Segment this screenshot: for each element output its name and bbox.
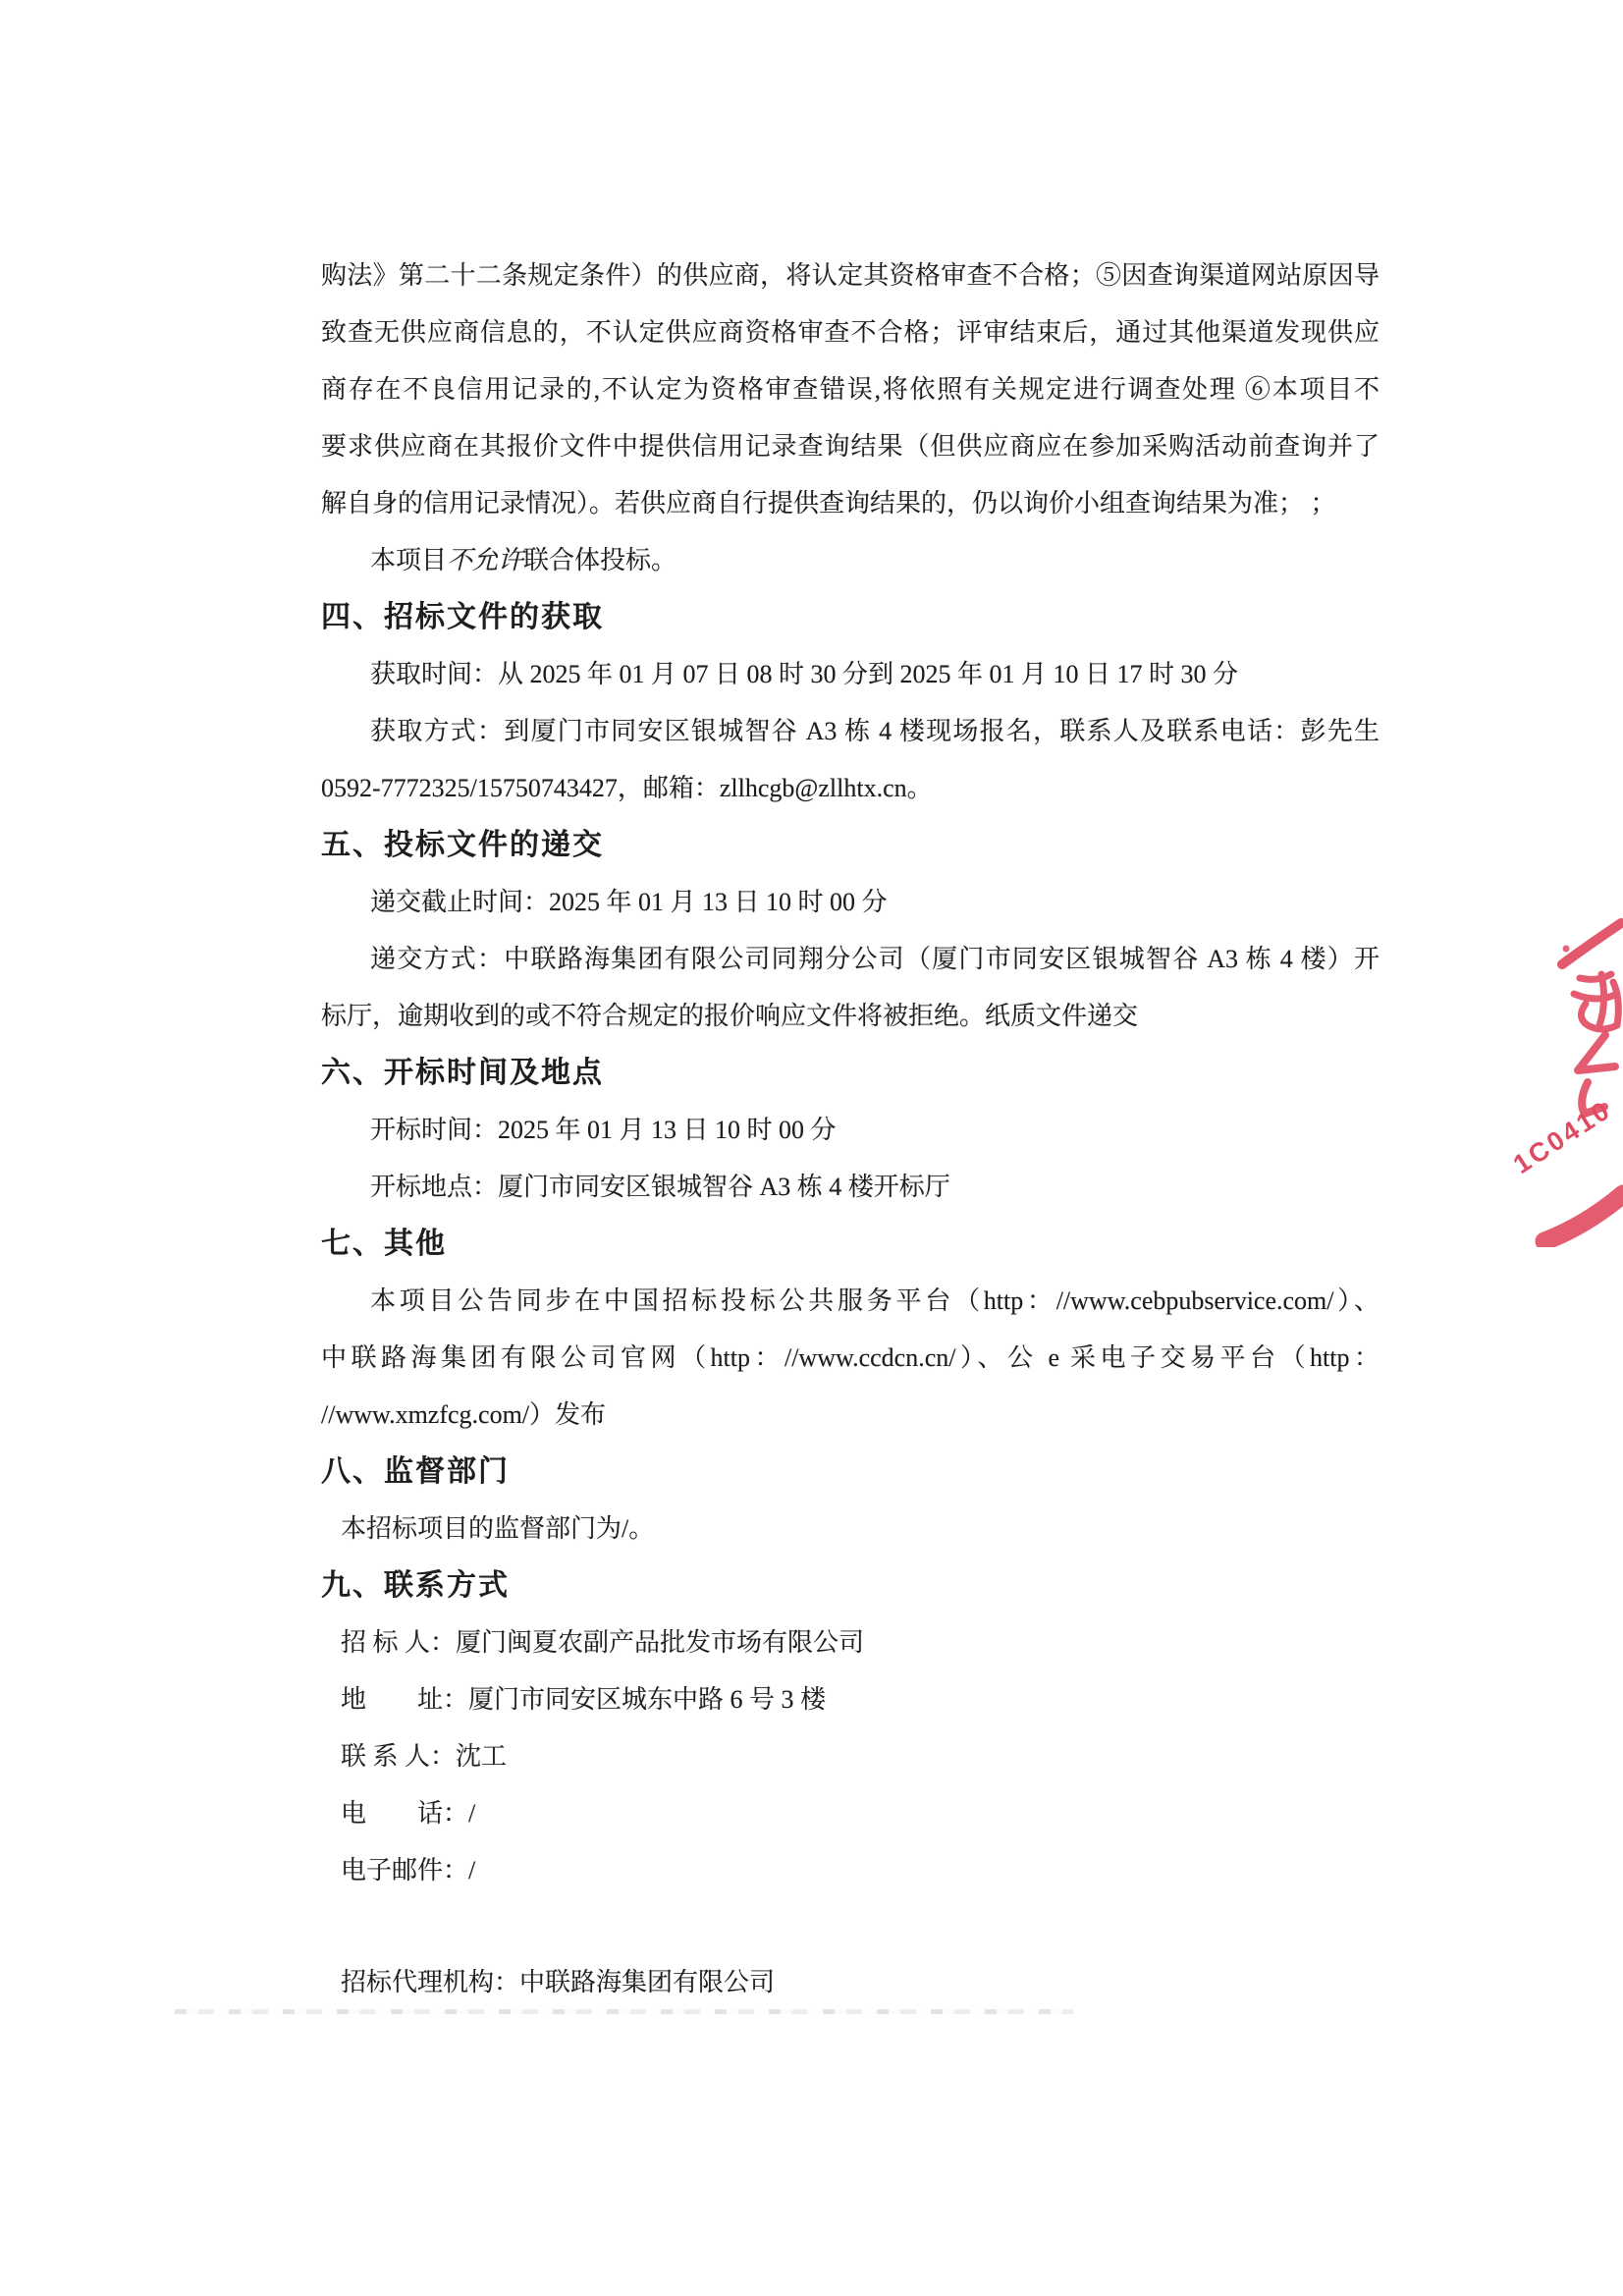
- no-consortium-line: [321, 532, 1380, 589]
- para-credit-line1: 购法》第二十二条规定条件）的供应商，将认定其资格审查不合格；⑤因查询渠道网站原因导: [321, 261, 1380, 290]
- acquire-time-line: 获取时间：从 2025 年 01 月 07 日 08 时 30 分到 2025 年 01 月 10 日 17 时 30 分: [370, 660, 1239, 688]
- submit-method-line1: 递交方式：中联路海集团有限公司同翔分公司（厦门市同安区银城智谷 A3 栋 4 楼）开: [370, 945, 1380, 973]
- red-stamp: [1456, 913, 1623, 1247]
- contact-person-line: 联 系 人：沈工: [341, 1742, 508, 1771]
- contact-tenderer-line: 招 标 人：厦门闽夏农副产品批发市场有限公司: [341, 1628, 865, 1657]
- contact-address-line: 地 址：厦门市同安区城东中路 6 号 3 楼: [341, 1685, 827, 1714]
- agency-line: 招标代理机构：中联路海集团有限公司: [341, 1968, 776, 1996]
- no-consortium-line-seg-0: 本项目: [370, 546, 448, 574]
- acquire-contact-line: 0592-7772325/15750743427，邮箱：zllhcgb@zllhtx.cn。: [321, 774, 933, 802]
- para-credit-line3: 商存在不良信用记录的,不认定为资格审查错误,将依照有关规定进行调查处理 ⑥本项目不: [321, 375, 1380, 404]
- heading-section-9: 九、联系方式: [321, 1569, 510, 1602]
- open-time-line: 开标时间：2025 年 01 月 13 日 10 时 00 分: [370, 1116, 837, 1144]
- acquire-method-line: 获取方式：到厦门市同安区银城智谷 A3 栋 4 楼现场报名，联系人及联系电话：彭先生: [370, 717, 1380, 745]
- open-place-line: 开标地点：厦门市同安区银城智谷 A3 栋 4 楼开标厅: [370, 1173, 950, 1201]
- heading-section-7: 七、其他: [321, 1228, 447, 1260]
- para-credit-line5: 解自身的信用记录情况）。若供应商自行提供查询结果的，仍以询价小组查询结果为准； ；: [321, 489, 1336, 518]
- supervisor-line: 本招标项目的监督部门为/。: [341, 1514, 655, 1543]
- publish-line1: 本项目公告同步在中国招标投标公共服务平台（http：//www.cebpubservice.com/）、: [370, 1286, 1380, 1315]
- submit-method-line2: 标厅，逾期收到的或不符合规定的报价响应文件将被拒绝。纸质文件递交: [321, 1002, 1139, 1030]
- submit-deadline-line: 递交截止时间：2025 年 01 月 13 日 10 时 00 分: [370, 888, 888, 916]
- stamp-arc-text: 1C0410: [1507, 1094, 1617, 1180]
- heading-section-6: 六、开标时间及地点: [321, 1057, 604, 1089]
- contact-phone-line: 电 话：/: [341, 1799, 476, 1828]
- para-credit-line2: 致查无供应商信息的，不认定供应商资格审查不合格；评审结束后，通过其他渠道发现供应: [321, 318, 1380, 347]
- no-consortium-line-seg-1: 不允许: [447, 546, 524, 574]
- publish-line2: 中联路海集团有限公司官网（http：//www.ccdcn.cn/）、公 e 采电子交易平台（http：: [321, 1343, 1380, 1372]
- document-body: [321, 247, 1380, 2011]
- contact-email-line: 电子邮件：/: [341, 1856, 476, 1885]
- no-consortium-line-seg-2: 联合体投标。: [523, 546, 677, 574]
- scan-artifact-streak: [175, 2009, 1073, 2014]
- para-credit-line4: 要求供应商在其报价文件中提供信用记录查询结果（但供应商应在参加采购活动前查询并了: [321, 432, 1380, 461]
- heading-section-8: 八、监督部门: [321, 1455, 510, 1488]
- heading-section-5: 五、投标文件的递交: [321, 829, 604, 861]
- heading-section-4: 四、招标文件的获取: [321, 601, 604, 633]
- publish-line3: //www.xmzfcg.com/）发布: [321, 1400, 607, 1429]
